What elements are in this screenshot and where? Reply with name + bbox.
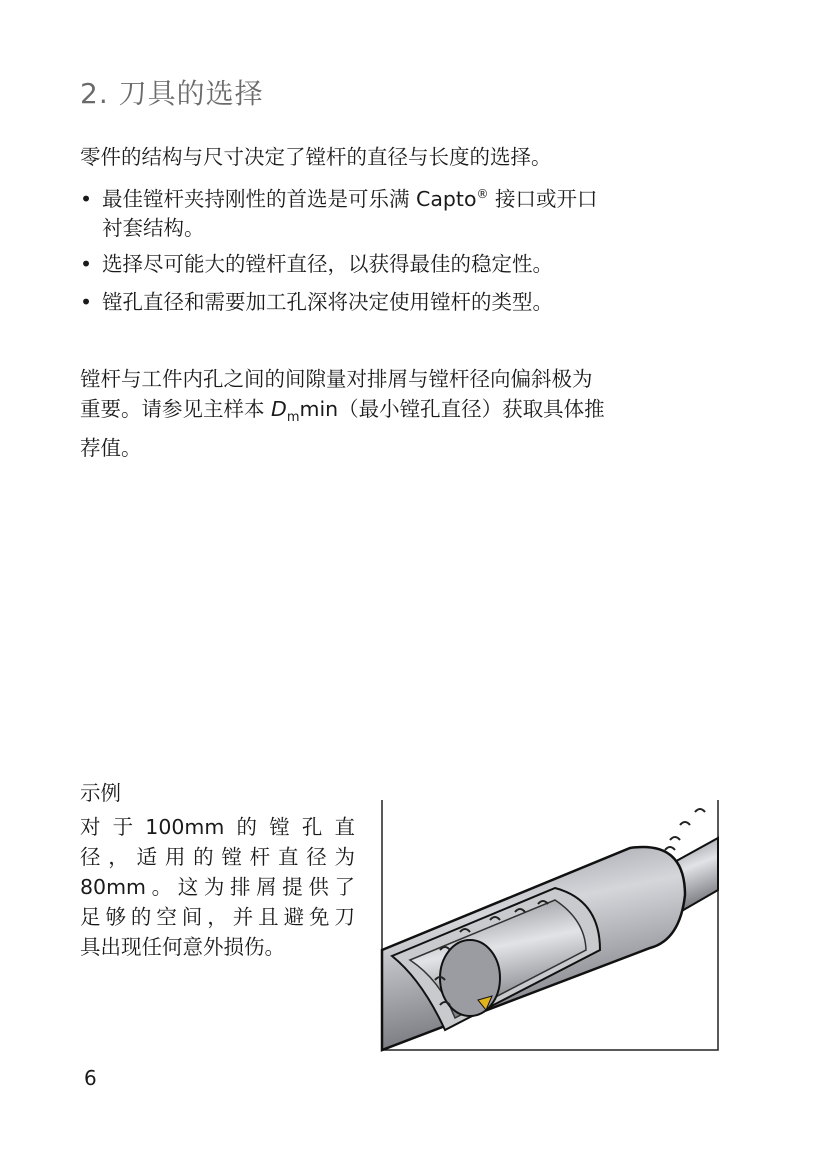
bullet-text: 镗孔直径和需要加工孔深将决定使用镗杆的类型。	[102, 290, 553, 314]
bullet-text: 最佳镗杆夹持刚性的首选是可乐满 Capto	[102, 186, 477, 211]
bullet-item	[80, 180, 598, 243]
dm-symbol: D	[271, 397, 287, 421]
bullet-item	[80, 250, 553, 279]
bullet-text: 选择尽可能大的镗杆直径，以获得最佳的稳定性。	[102, 252, 553, 276]
bullet-dot: •	[80, 186, 93, 211]
bullet-item	[80, 288, 553, 317]
bullet-text: 接口或开口	[488, 186, 598, 211]
intro-text: 零件的结构与尺寸决定了镗杆的直径与长度的选择。	[80, 145, 552, 169]
section-title: 2. 刀具的选择	[80, 77, 264, 110]
example-heading: 示例	[80, 781, 121, 805]
paragraph-line	[80, 394, 605, 433]
text: min（最小镗孔直径）获取具体推	[299, 397, 605, 421]
paragraph-line: 镗杆与工件内孔之间的间隙量对排屑与镗杆径向偏斜极为	[80, 367, 593, 391]
dm-subscript: m	[286, 410, 300, 426]
clearance-paragraph	[80, 364, 605, 463]
example-line: 径，适用的镗杆直径为	[80, 845, 355, 869]
example-line: 具出现任何意外损伤。	[80, 935, 285, 959]
boring-bar-illustration	[380, 800, 720, 1052]
text: 重要。请参见主样本	[80, 397, 272, 421]
example-line: 足够的空间，并且避免刀	[80, 905, 355, 929]
paragraph-line: 荐值。	[80, 436, 142, 461]
example-block	[80, 778, 355, 962]
bullet-dot: •	[80, 290, 93, 314]
example-line: 80mm。这为排屑提供了	[80, 875, 355, 899]
page-number: 6	[84, 1066, 97, 1090]
example-line: 对于100mm的镗孔直	[80, 815, 355, 839]
bullet-dot: •	[80, 252, 93, 276]
registered-mark: ®	[476, 187, 489, 201]
bullet-text: 衬套结构。	[102, 215, 205, 240]
